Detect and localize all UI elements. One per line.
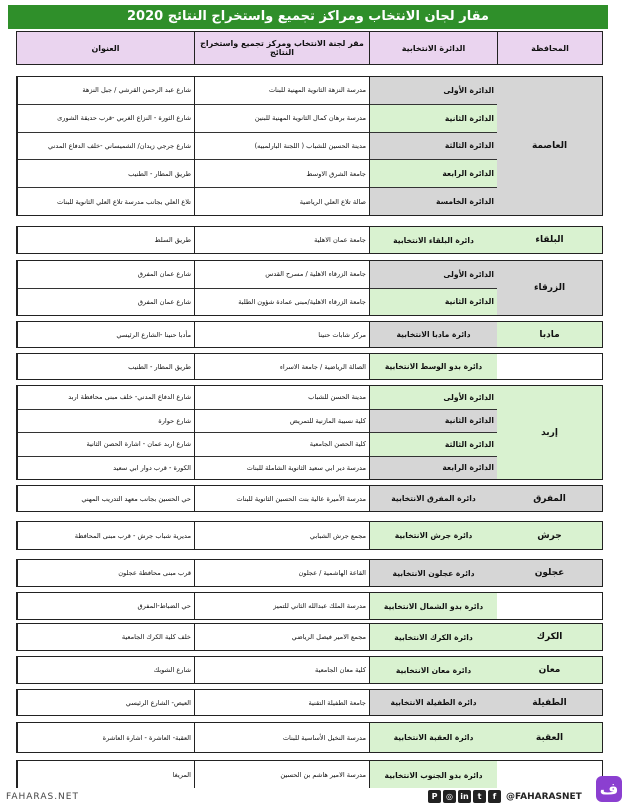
governorate-cell: عجلون	[497, 560, 602, 586]
district-cell: دائرة معان الانتخابية	[370, 657, 497, 683]
governorate-cell	[497, 593, 602, 619]
district-cell: الدائرة الثانية	[370, 288, 497, 316]
address-cell: شارع الشوبك	[153, 666, 191, 674]
district-column	[369, 386, 497, 479]
social-links	[428, 790, 501, 803]
address-column	[17, 227, 194, 253]
governorate-cell: جرش	[497, 522, 602, 549]
table-group	[16, 592, 603, 620]
location-cell: مدرسة النخيل الأساسية للبنات	[282, 733, 366, 742]
district-cell: دائرة عجلون الانتخابية	[370, 560, 497, 586]
district-cell: الدائرة الثالثة	[370, 432, 497, 456]
district-cell: الدائرة الخامسة	[370, 187, 497, 215]
governorate-cell: المفرق	[497, 486, 602, 511]
location-column	[194, 77, 369, 215]
address-column	[17, 386, 194, 479]
location-column	[194, 560, 369, 586]
district-cell: دائرة بدو الوسط الانتخابية	[370, 354, 497, 379]
address-cell: شارع الثورة - النزاع الغربي -قرب حديقة الشورى	[18, 104, 194, 132]
location-cell: مدرسة الأميرة عالية بنت الحسين الثانوية للبنات	[236, 494, 366, 503]
district-cell: دائرة الكرك الانتخابية	[370, 624, 497, 650]
address-cell: طريق المطار - الطنيب	[18, 159, 194, 187]
address-column	[17, 322, 194, 347]
location-column	[194, 386, 369, 479]
district-cell: الدائرة الثانية	[370, 104, 497, 132]
address-cell: شارع عبد الرحمن القرشي / جبل النزهة	[82, 86, 191, 95]
district-cell: دائرة الطفيلة الانتخابية	[370, 690, 497, 715]
district-column	[369, 227, 497, 253]
location-column	[194, 761, 369, 789]
location-cell: جامعة الزرقاء الاهلية / مسرح القدس	[265, 270, 366, 279]
table-group	[16, 226, 603, 254]
district-cell: الدائرة الأولى	[370, 261, 497, 288]
address-column	[17, 261, 194, 315]
table-group	[16, 656, 603, 684]
governorate-cell: مادبا	[497, 322, 602, 347]
address-column	[17, 593, 194, 619]
header-governorate: المحافظة	[497, 32, 602, 64]
address-column	[17, 624, 194, 650]
address-column	[17, 77, 194, 215]
address-cell: المريغا	[172, 771, 191, 779]
brand-logo-icon: ف	[596, 776, 622, 802]
location-column	[194, 227, 369, 253]
table-group	[16, 689, 603, 716]
location-cell: صالة تلاع العلي الرياضية	[195, 187, 369, 215]
address-column	[17, 522, 194, 549]
district-cell: دائرة البلقاء الانتخابية	[370, 227, 497, 253]
district-column	[369, 486, 497, 511]
address-column	[17, 354, 194, 379]
instagram-icon[interactable]: ◎	[443, 790, 456, 803]
location-cell: مجمع الامير فيصل الرياضي	[291, 633, 366, 641]
district-column	[369, 560, 497, 586]
location-cell: كلية معان الجامعية	[315, 666, 366, 674]
address-cell: شارع الدفاع المدني- خلف مبنى محافظة اربد	[68, 393, 191, 402]
district-column	[369, 624, 497, 650]
linkedin-icon[interactable]: in	[458, 790, 471, 803]
location-column	[194, 657, 369, 683]
table-group	[16, 485, 603, 512]
district-cell: الدائرة الرابعة	[370, 159, 497, 187]
district-cell: الدائرة الأولى	[370, 77, 497, 104]
district-cell: دائرة المفرق الانتخابية	[370, 486, 497, 511]
table-body	[16, 0, 603, 806]
table-group	[16, 521, 603, 550]
location-column	[194, 354, 369, 379]
location-column	[194, 522, 369, 549]
address-cell: مأدبا حنينا -الشارع الرئيسي	[116, 330, 191, 339]
district-cell: الدائرة الرابعة	[370, 456, 497, 480]
district-column	[369, 77, 497, 215]
governorate-cell: العاصمة	[497, 77, 602, 215]
address-cell: تلاع العلي بجانب مدرسة تلاع العلي الثانوية للبنات	[18, 187, 194, 215]
district-cell: الدائرة الثالثة	[370, 132, 497, 160]
district-cell: دائرة العقبة الانتخابية	[370, 723, 497, 752]
district-cell: دائرة بدو الجنوب الانتخابية	[370, 761, 497, 789]
location-column	[194, 486, 369, 511]
address-cell: شارع حوارة	[18, 409, 194, 433]
header-district: الدائرة الانتخابية	[369, 32, 497, 64]
location-cell: مدرسة الامير هاشم بن الحسين	[280, 771, 366, 779]
location-cell: جامعة عمان الاهلية	[314, 236, 366, 244]
district-cell: دائرة جرش الانتخابية	[370, 522, 497, 549]
location-cell: مدينة الحسن للشباب	[308, 393, 366, 402]
table-group	[16, 321, 603, 348]
district-column	[369, 593, 497, 619]
location-column	[194, 322, 369, 347]
footer	[0, 788, 630, 806]
address-cell: حي الحسين بجانب معهد التدريب المهني	[81, 494, 191, 503]
page-title: مقار لجان الانتخاب ومراكز تجميع واستخراج النتائج 2020	[8, 5, 608, 29]
district-column	[369, 522, 497, 549]
twitter-icon[interactable]: t	[473, 790, 486, 803]
address-cell: قرب مبنى محافظة عجلون	[118, 569, 191, 577]
location-cell: مدينة الحسين للشباب ( اللجنة البارلمبيه)	[195, 132, 369, 160]
header-address: العنوان	[91, 43, 120, 53]
location-column	[194, 261, 369, 315]
address-column	[17, 761, 194, 789]
address-cell: الكورة - قرب دوار ابي سعيد	[18, 456, 194, 480]
address-cell: العيص- الشارع الرئيسي	[125, 698, 191, 707]
header-location: مقر لجنة الانتخاب ومركز تجميع واستخراج النتائج	[194, 32, 369, 64]
location-cell: الصالة الرياضية / جامعة الاسراء	[279, 362, 366, 371]
location-column	[194, 593, 369, 619]
location-cell: جامعة الطفيلة التقنية	[308, 698, 366, 707]
district-column	[369, 322, 497, 347]
governorate-cell: معان	[497, 657, 602, 683]
pinterest-icon[interactable]: P	[428, 790, 441, 803]
governorate-cell: البلقاء	[497, 227, 602, 253]
governorate-cell: العقبة	[497, 723, 602, 752]
district-cell: دائرة مادبا الانتخابية	[370, 322, 497, 347]
location-cell: كلية نسيبة المازنية للتمريض	[195, 409, 369, 433]
location-column	[194, 624, 369, 650]
location-cell: كلية الحصن الجامعية	[195, 432, 369, 456]
district-column	[369, 261, 497, 315]
address-cell: شارع اربد عمان - اشارة الحصن الثانية	[18, 432, 194, 456]
address-cell: شارع عمان المفرق	[137, 270, 191, 279]
address-cell: مديرية شباب جرش - قرب مبنى المحافظة	[74, 531, 191, 540]
table-group	[16, 722, 603, 753]
governorate-cell: الطفيلة	[497, 690, 602, 715]
address-column	[17, 486, 194, 511]
district-column	[369, 354, 497, 379]
table-group	[16, 353, 603, 380]
address-column	[17, 560, 194, 586]
footer-handle: @FAHARASNET	[506, 792, 582, 802]
district-cell: دائرة بدو الشمال الانتخابية	[370, 593, 497, 619]
table-group	[16, 385, 603, 480]
facebook-icon[interactable]: f	[488, 790, 501, 803]
table-group	[16, 76, 603, 216]
location-cell: مدرسة الملك عبدالله الثاني للتميز	[273, 602, 366, 610]
address-cell: شارع جرجي زيدان/ الشميساني -خلف الدفاع المدني	[18, 132, 194, 160]
table-group	[16, 623, 603, 651]
address-cell: العقبة- العاشرة - اشارة العاشرة	[102, 733, 191, 742]
location-cell: القاعة الهاشمية / عجلون	[298, 569, 366, 577]
location-cell: جامعة الزرقاء الاهلية/مبنى عمادة شؤون الطلبة	[195, 288, 369, 316]
footer-watermark: FAHARAS.NET	[6, 792, 79, 802]
address-cell: طريق المطار - الطنيب	[128, 362, 191, 371]
district-cell: الدائرة الأولى	[370, 386, 497, 409]
location-cell: مجمع جرش الشبابي	[309, 531, 366, 540]
address-cell: طريق السلط	[154, 236, 191, 244]
governorate-cell	[497, 354, 602, 379]
location-cell: مدرسة النزهة الثانوية المهنية للبنات	[268, 86, 366, 95]
location-cell: مركز شابات حنينا	[318, 330, 366, 339]
district-column	[369, 761, 497, 789]
address-column	[17, 657, 194, 683]
governorate-cell: الكرك	[497, 624, 602, 650]
location-column	[194, 723, 369, 752]
address-cell: حي الضباط-المفرق	[137, 602, 191, 610]
location-cell: مدرسة دير ابي سعيد الثانوية الشاملة للبنات	[195, 456, 369, 480]
table-group	[16, 760, 603, 790]
address-column	[17, 690, 194, 715]
location-column	[194, 690, 369, 715]
address-cell: خلف كلية الكرك الجامعية	[121, 633, 191, 641]
table-group	[16, 559, 603, 587]
governorate-cell: إربد	[497, 386, 602, 479]
district-column	[369, 723, 497, 752]
location-cell: مدرسة برهان كمال الثانوية المهنية للبنين	[195, 104, 369, 132]
address-cell: شارع عمان المفرق	[18, 288, 194, 316]
district-column	[369, 690, 497, 715]
governorate-cell: الزرقاء	[497, 261, 602, 315]
table-group	[16, 260, 603, 316]
district-cell: الدائرة الثانية	[370, 409, 497, 433]
district-column	[369, 657, 497, 683]
address-column	[17, 723, 194, 752]
location-cell: جامعة الشرق الاوسط	[195, 159, 369, 187]
governorate-cell	[497, 761, 602, 789]
